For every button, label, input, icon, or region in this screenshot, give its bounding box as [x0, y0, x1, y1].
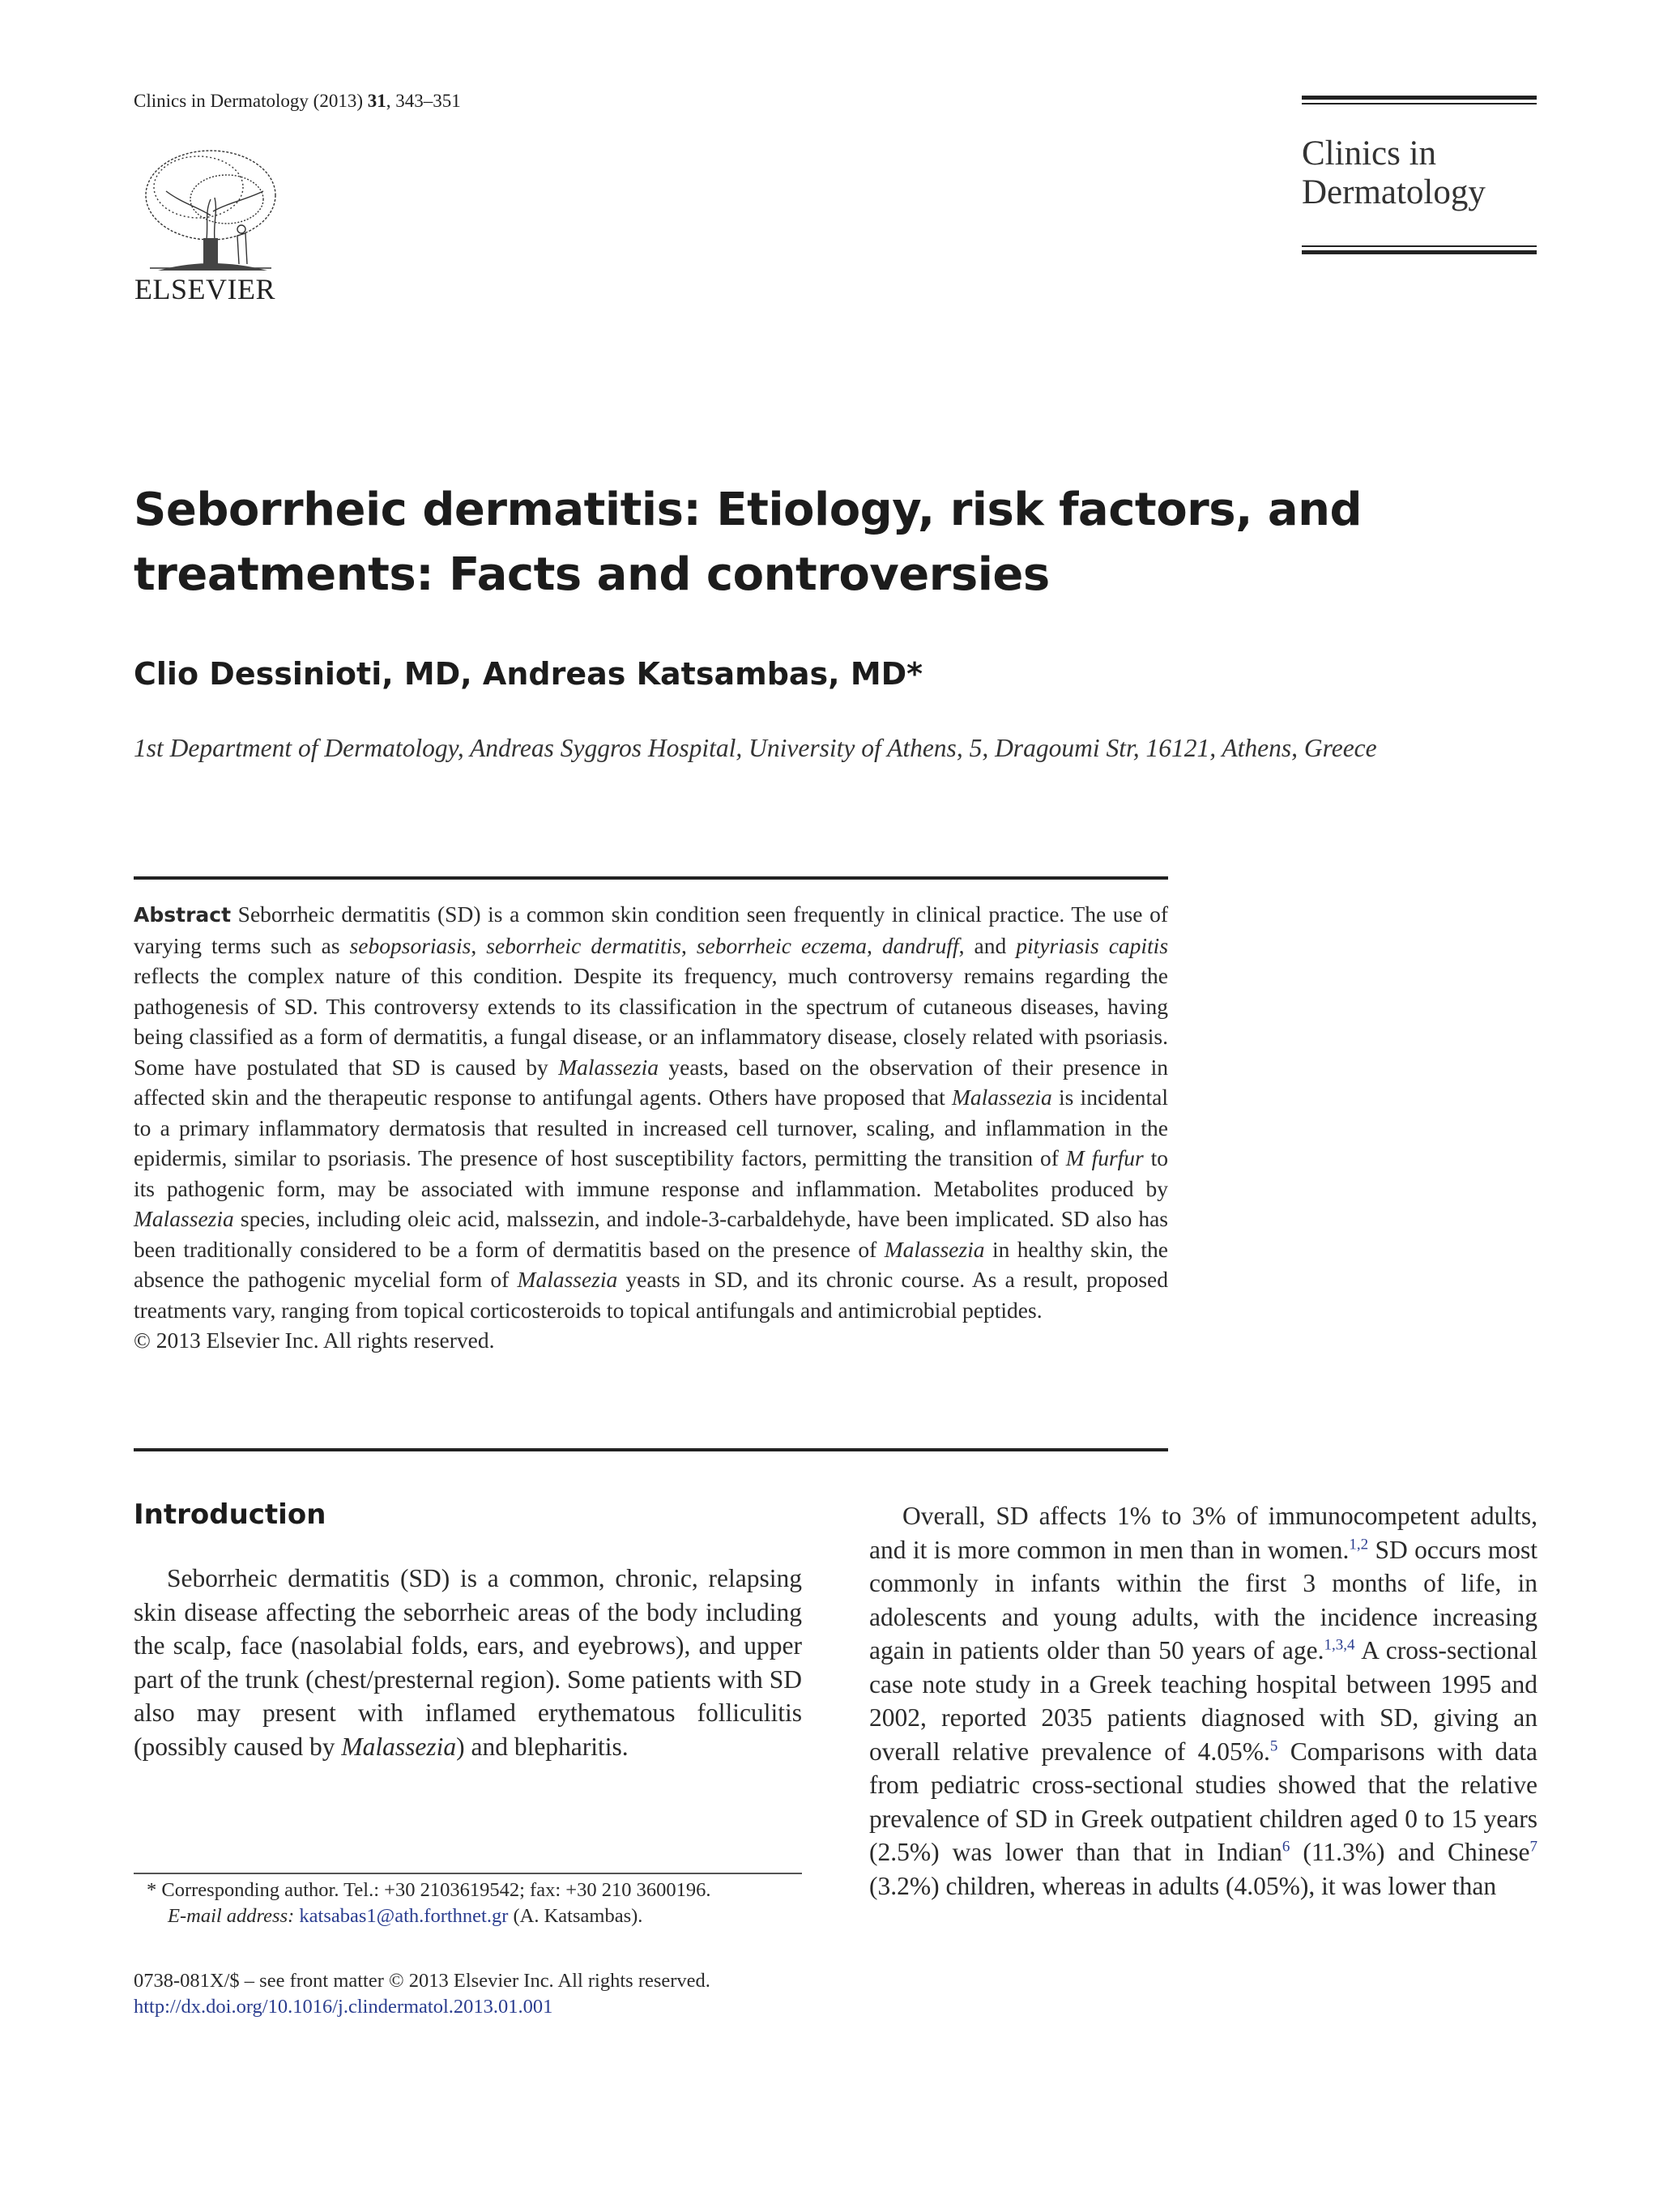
citation-ref[interactable]: 6	[1282, 1838, 1290, 1856]
introduction-paragraph: Seborrheic dermatitis (SD) is a common, chronic, relapsing skin disease affecting the seborrheic areas of the body including the scalp, face (nasolabial folds, ears, and eyebrows), and upper part of the trunk (chest/presternal region). Some patients with SD also may present with inflamed erythematous folliculitis (possibly caused by Malassezia) and blepharitis.	[134, 1564, 802, 1761]
citation-ref[interactable]: 5	[1269, 1737, 1278, 1754]
author-email-link[interactable]: katsabas1@ath.forthnet.gr	[299, 1905, 509, 1927]
right-column	[869, 1499, 1537, 1903]
prevalence-paragraph: Overall, SD affects 1% to 3% of immunocompetent adults, and it is more common in men than in women.$^{1,2}$ SD occurs most commonly in infants within the first 3 months of life, in adolescents and young adults, with the incidence increasing again in patients older than 50 years of age.$^{1,3,4}$ A cross-sectional case note study in a Greek teaching hospital between 1995 and 2002, reported 2035 patients diagnosed with SD, giving an overall relative prevalence of 4.05%.$^5$ Comparisons with data from pediatric cross-sectional studies showed that the relative prevalence of SD in Greek outpatient children aged 0 to 15 years (2.5%) was lower than that in Indian$^6$ (11.3%) and Chinese$^7$ (3.2%) children, whereas in adults (4.05%), it was lower than	[869, 1502, 1538, 1900]
citation-ref[interactable]: 1,2	[1349, 1536, 1369, 1553]
citation-ref[interactable]: 7	[1529, 1838, 1538, 1856]
introduction-heading: Introduction	[134, 1498, 326, 1531]
journal-title-bottom-rule	[1302, 245, 1537, 254]
journal-title-top-rule	[1302, 96, 1537, 104]
article-title: Seborrheic dermatitis: Etiology, risk factors, and treatments: Facts and controversies	[134, 484, 1363, 601]
abstract-top-rule	[134, 876, 1168, 880]
journal-title: Clinics in Dermatology	[1302, 134, 1486, 211]
abstract-label: Abstract	[134, 903, 232, 927]
footnote-rule	[134, 1873, 802, 1874]
issn-line: 0738-081X/$ – see front matter © 2013 Elsevier Inc. All rights reserved.	[134, 1970, 710, 1992]
doi-link[interactable]: http://dx.doi.org/10.1016/j.clindermatol.2013.01.001	[134, 1996, 553, 2018]
front-matter	[134, 1968, 802, 2020]
corresponding-author-footnote: * Corresponding author. Tel.: +30 2103619542; fax: +30 210 3600196. E-mail address: katsabas1@ath.forthnet.gr (A. Katsambas).	[147, 1879, 711, 1927]
abstract-copyright: © 2013 Elsevier Inc. All rights reserved.	[134, 1328, 495, 1353]
publisher-name: ELSEVIER	[134, 273, 275, 305]
article-authors: Clio Dessinioti, MD, Andreas Katsambas, MD*	[134, 656, 923, 692]
abstract: Abstract Seborrheic dermatitis (SD) is a common skin condition seen frequently in clinical practice. The use of varying terms such as sebopsoriasis, seborrheic dermatitis, seborrheic eczema, dandruff, and pityriasis capitis reflects the complex nature of this condition. Despite its frequency, much controversy remains regarding the pathogenesis of SD. This controversy extends to its classification in the spectrum of cutaneous diseases, having being classified as a form of dermatitis, a fungal disease, or an inflammatory disease, closely related with psoriasis. Some have postulated that SD is caused by Malassezia yeasts, based on the observation of their presence in affected skin and the therapeutic response to antifungal agents. Others have proposed that Malassezia is incidental to a primary inflammatory dermatosis that resulted in increased cell turnover, scaling, and inflammation in the epidermis, similar to psoriasis. The presence of host susceptibility factors, permitting the transition of M furfur to its pathogenic form, may be associated with immune response and inflammation. Metabolites produced by Malassezia species, including oleic acid, malssezin, and indole-3-carbaldehyde, have been implicated. SD also has been traditionally considered to be a form of dermatitis based on the presence of Malassezia in healthy skin, the absence the pathogenic mycelial form of Malassezia yeasts in SD, and its chronic course. As a result, proposed treatments vary, ranging from topical corticosteroids to topical antifungals and antimicrobial peptides. © 2013 Elsevier Inc. All rights reserved.	[134, 899, 1168, 1356]
introduction-section	[134, 1498, 802, 1763]
journal-volume: 31	[367, 91, 386, 111]
abstract-bottom-rule	[134, 1448, 1168, 1451]
author-affiliation: 1st Department of Dermatology, Andreas Syggros Hospital, University of Athens, 5, Dragoumi Str, 16121, Athens, Greece	[134, 734, 1377, 762]
journal-citation: Clinics in Dermatology (2013) 31, 343–351	[134, 91, 461, 111]
citation-ref[interactable]: 1,3,4	[1324, 1636, 1355, 1654]
